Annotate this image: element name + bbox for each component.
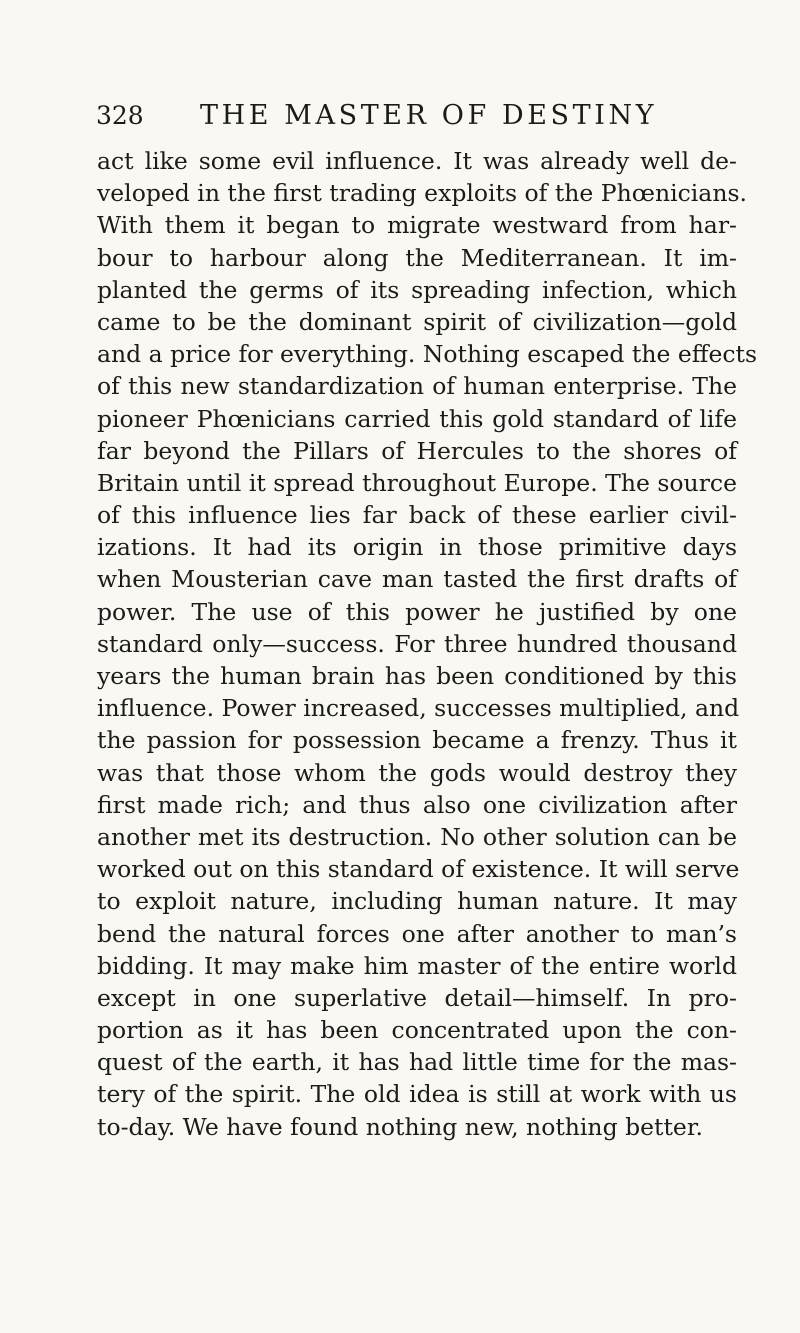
- text-line: and a price for everything. Nothing escaped the effects: [97, 340, 758, 369]
- text-line: planted the germs of its spreading infection, which: [97, 275, 737, 304]
- text-line: Britain until it spread throughout Europe. The source: [97, 468, 737, 497]
- text-line: worked out on this standard of existence. It will serve: [97, 855, 740, 884]
- text-line: to-day. We have found nothing new, nothing better.: [97, 1112, 703, 1141]
- text-line: of this new standardization of human enterprise. The: [97, 372, 737, 401]
- text-line: pioneer Phœnicians carried this gold standard of life: [97, 404, 737, 433]
- text-line: was that those whom the gods would destroy they: [97, 758, 737, 787]
- text-line: another met its destruction. No other solution can be: [97, 822, 737, 851]
- text-line: act like some evil influence. It was already well de-: [97, 147, 737, 175]
- text-line: came to be the dominant spirit of civilization—gold: [97, 307, 737, 336]
- text-line: standard only—success. For three hundred thousand: [97, 629, 737, 658]
- running-title: THE MASTER OF DESTINY: [200, 100, 658, 131]
- text-line: izations. It had its origin in those primitive days: [97, 533, 737, 562]
- text-line: influence. Power increased, successes multiplied, and: [97, 694, 740, 723]
- text-line: tery of the spirit. The old idea is still at work with us: [97, 1080, 737, 1109]
- text-line: veloped in the first trading exploits of the Phœnicians.: [97, 179, 747, 208]
- text-line: power. The use of this power he justified by one: [97, 597, 737, 626]
- text-line: bidding. It may make him master of the entire world: [97, 951, 737, 980]
- page-number: 328: [96, 101, 144, 130]
- text-line: of this influence lies far back of these earlier civil-: [97, 501, 737, 530]
- text-line: bour to harbour along the Mediterranean. It im-: [97, 243, 737, 272]
- text-line: bend the natural forces one after another to man’s: [97, 919, 737, 948]
- text-line: to exploit nature, including human nature. It may: [97, 887, 737, 916]
- text-line: the passion for possession became a frenzy. Thus it: [97, 726, 737, 755]
- text-line: years the human brain has been conditioned by this: [97, 662, 737, 690]
- text-line: quest of the earth, it has had little time for the mas-: [97, 1048, 737, 1077]
- page-header: [96, 94, 736, 138]
- text-line: except in one superlative detail—himself. In pro-: [97, 983, 737, 1012]
- body-text: [97, 145, 758, 1143]
- text-line: portion as it has been concentrated upon the con-: [97, 1016, 737, 1045]
- text-line: first made rich; and thus also one civilization after: [97, 790, 737, 819]
- text-line: With them it began to migrate westward from har-: [97, 211, 737, 240]
- text-line: far beyond the Pillars of Hercules to the shores of: [97, 436, 737, 465]
- text-line: when Mousterian cave man tasted the first drafts of: [97, 565, 737, 594]
